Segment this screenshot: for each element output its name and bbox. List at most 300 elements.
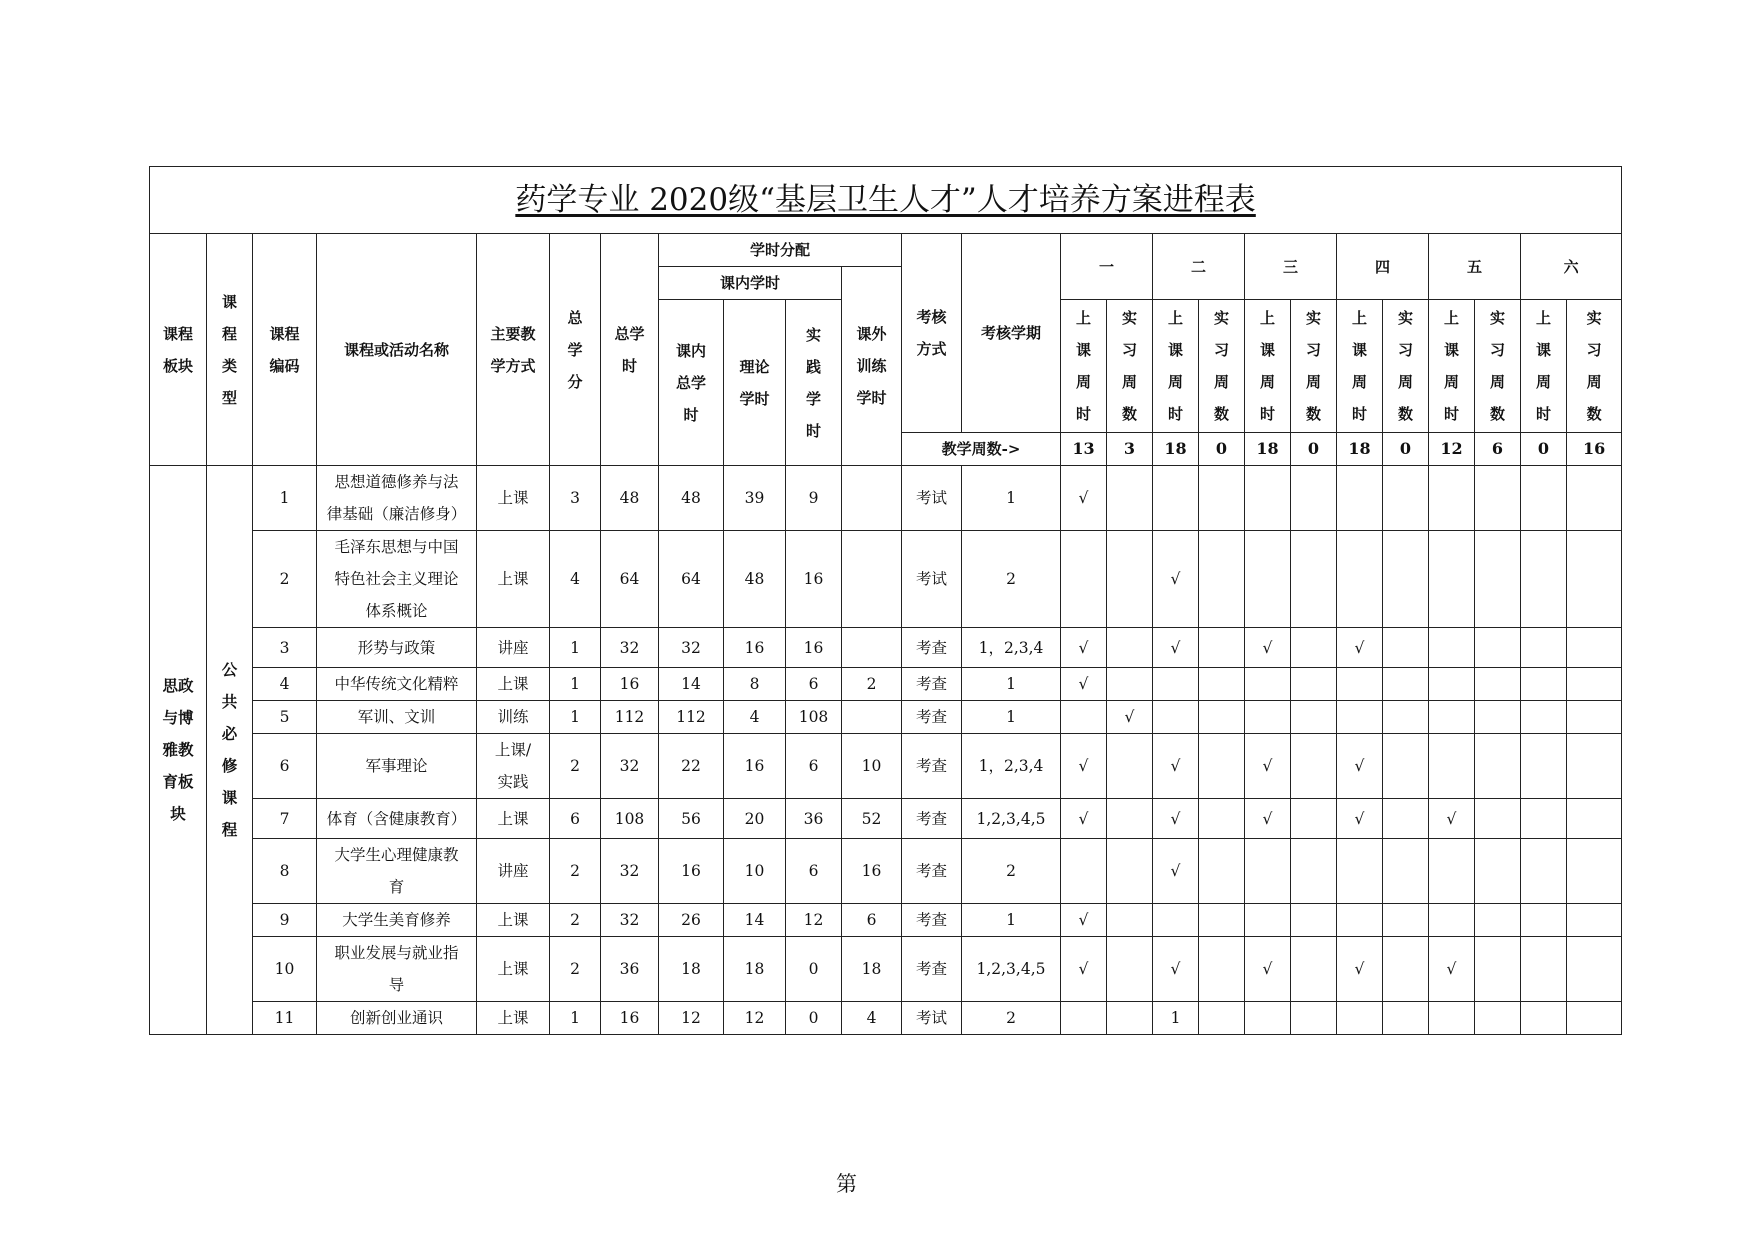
semester-mark-cell <box>1383 1002 1429 1035</box>
course-code-cell: 2 <box>253 531 317 628</box>
header-hour-allocation: 学时分配 <box>659 234 902 267</box>
semester-mark-cell <box>1337 904 1383 937</box>
extra-hours-cell: 6 <box>842 904 902 937</box>
exam-term-cell: 2 <box>962 839 1061 904</box>
semester-mark-cell <box>1475 937 1521 1002</box>
semester-mark-cell <box>1383 937 1429 1002</box>
table-row <box>150 668 1622 701</box>
header-practice-weeks: 实 习 周 数 <box>1475 300 1521 433</box>
extra-hours-cell: 52 <box>842 799 902 839</box>
semester-mark-cell <box>1291 937 1337 1002</box>
semester-mark-cell <box>1337 839 1383 904</box>
teaching-weeks-label: 教学周数-> <box>902 433 1061 466</box>
exam-term-cell: 2 <box>962 531 1061 628</box>
header-semester-3: 三 <box>1245 234 1337 300</box>
semester-mark-cell: √ <box>1061 937 1107 1002</box>
credits-cell: 1 <box>550 1002 601 1035</box>
semester-mark-cell <box>1567 466 1622 531</box>
header-semester-4: 四 <box>1337 234 1429 300</box>
semester-mark-cell <box>1291 628 1337 668</box>
table-row <box>150 701 1622 734</box>
exam-method-cell: 考试 <box>902 531 962 628</box>
semester-mark-cell <box>1429 668 1475 701</box>
semester-mark-cell <box>1429 628 1475 668</box>
semester-mark-cell <box>1107 937 1153 1002</box>
teaching-method-cell: 讲座 <box>477 628 550 668</box>
semester-mark-cell <box>1337 668 1383 701</box>
semester-mark-cell <box>1245 668 1291 701</box>
semester-mark-cell <box>1567 904 1622 937</box>
semester-mark-cell <box>1475 904 1521 937</box>
semester-mark-cell <box>1475 839 1521 904</box>
course-code-cell: 4 <box>253 668 317 701</box>
semester-mark-cell <box>1245 466 1291 531</box>
course-name-cell: 大学生心理健康教 育 <box>317 839 477 904</box>
semester-mark-cell: √ <box>1107 701 1153 734</box>
theory-hours-cell: 48 <box>724 531 786 628</box>
semester-mark-cell <box>1199 839 1245 904</box>
course-name-cell: 形势与政策 <box>317 628 477 668</box>
teaching-method-cell: 上课/ 实践 <box>477 734 550 799</box>
semester-mark-cell <box>1475 466 1521 531</box>
table-row <box>150 628 1622 668</box>
semester-mark-cell: √ <box>1153 937 1199 1002</box>
semester-mark-cell: √ <box>1337 734 1383 799</box>
semester-mark-cell <box>1429 734 1475 799</box>
in-class-total-cell: 56 <box>659 799 724 839</box>
in-class-total-cell: 32 <box>659 628 724 668</box>
header-in-class-hours: 课内学时 <box>659 267 842 300</box>
semester-mark-cell: √ <box>1061 734 1107 799</box>
semester-mark-cell <box>1337 466 1383 531</box>
semester-mark-cell <box>1567 799 1622 839</box>
semester-mark-cell <box>1199 799 1245 839</box>
total-hours-cell: 16 <box>601 1002 659 1035</box>
semester-mark-cell <box>1337 1002 1383 1035</box>
course-block-cell: 思政 与博 雅教 育板 块 <box>150 466 207 1035</box>
semester-mark-cell <box>1567 628 1622 668</box>
total-hours-cell: 64 <box>601 531 659 628</box>
page-footer: 第 <box>836 1172 857 1196</box>
semester-mark-cell <box>1383 839 1429 904</box>
semester-mark-cell <box>1475 668 1521 701</box>
header-lecture-weekly-hours: 上 课 周 时 <box>1337 300 1383 433</box>
header-in-class-total: 课内 总学 时 <box>659 300 724 466</box>
semester-mark-cell <box>1521 466 1567 531</box>
extra-hours-cell: 4 <box>842 1002 902 1035</box>
semester-mark-cell <box>1291 734 1337 799</box>
table-row <box>150 799 1622 839</box>
teaching-method-cell: 训练 <box>477 701 550 734</box>
semester-mark-cell <box>1567 531 1622 628</box>
in-class-total-cell: 14 <box>659 668 724 701</box>
header-course-type: 课 程 类 型 <box>207 234 253 466</box>
semester-mark-cell <box>1107 668 1153 701</box>
course-code-cell: 6 <box>253 734 317 799</box>
semester-mark-cell <box>1429 1002 1475 1035</box>
semester-mark-cell <box>1383 799 1429 839</box>
course-name-cell: 中华传统文化精粹 <box>317 668 477 701</box>
in-class-total-cell: 22 <box>659 734 724 799</box>
extra-hours-cell: 10 <box>842 734 902 799</box>
in-class-total-cell: 16 <box>659 839 724 904</box>
header-semester-5: 五 <box>1429 234 1521 300</box>
header-exam-term: 考核学期 <box>962 234 1061 433</box>
semester-mark-cell <box>1153 668 1199 701</box>
semester-mark-cell: √ <box>1061 628 1107 668</box>
extra-hours-cell: 18 <box>842 937 902 1002</box>
semester-mark-cell: √ <box>1061 904 1107 937</box>
semester-mark-cell: √ <box>1153 628 1199 668</box>
semester-mark-cell <box>1429 531 1475 628</box>
semester-mark-cell <box>1521 701 1567 734</box>
semester-mark-cell <box>1107 904 1153 937</box>
semester-mark-cell <box>1383 628 1429 668</box>
credits-cell: 2 <box>550 734 601 799</box>
teaching-weeks-value: 16 <box>1567 433 1622 466</box>
semester-mark-cell <box>1475 701 1521 734</box>
total-hours-cell: 16 <box>601 668 659 701</box>
semester-mark-cell <box>1199 531 1245 628</box>
course-code-cell: 8 <box>253 839 317 904</box>
semester-mark-cell: √ <box>1429 937 1475 1002</box>
course-code-cell: 5 <box>253 701 317 734</box>
teaching-weeks-value: 6 <box>1475 433 1521 466</box>
header-lecture-weekly-hours: 上 课 周 时 <box>1429 300 1475 433</box>
semester-mark-cell <box>1429 701 1475 734</box>
exam-term-cell: 1 <box>962 701 1061 734</box>
exam-term-cell: 1 <box>962 466 1061 531</box>
header-practice-weeks: 实 习 周 数 <box>1107 300 1153 433</box>
practice-hours-cell: 6 <box>786 734 842 799</box>
header-theory-hours: 理论 学时 <box>724 300 786 466</box>
semester-mark-cell <box>1291 701 1337 734</box>
table-row <box>150 1002 1622 1035</box>
semester-mark-cell: √ <box>1153 531 1199 628</box>
theory-hours-cell: 18 <box>724 937 786 1002</box>
semester-mark-cell <box>1475 799 1521 839</box>
semester-mark-cell <box>1107 1002 1153 1035</box>
semester-mark-cell <box>1107 839 1153 904</box>
exam-term-cell: 1,2,3,4,5 <box>962 937 1061 1002</box>
semester-mark-cell <box>1521 937 1567 1002</box>
practice-hours-cell: 9 <box>786 466 842 531</box>
table-row <box>150 531 1622 628</box>
extra-hours-cell: 16 <box>842 839 902 904</box>
course-code-cell: 9 <box>253 904 317 937</box>
semester-mark-cell <box>1521 734 1567 799</box>
semester-mark-cell <box>1383 701 1429 734</box>
total-hours-cell: 108 <box>601 799 659 839</box>
theory-hours-cell: 16 <box>724 734 786 799</box>
course-code-cell: 11 <box>253 1002 317 1035</box>
header-course-block: 课程 板块 <box>150 234 207 466</box>
course-code-cell: 1 <box>253 466 317 531</box>
header-extra-training-hours: 课外 训练 学时 <box>842 267 902 466</box>
semester-mark-cell <box>1199 668 1245 701</box>
semester-mark-cell <box>1153 904 1199 937</box>
semester-mark-cell: √ <box>1245 734 1291 799</box>
exam-term-cell: 1，2,3,4 <box>962 734 1061 799</box>
exam-method-cell: 考查 <box>902 904 962 937</box>
theory-hours-cell: 4 <box>724 701 786 734</box>
semester-mark-cell <box>1383 904 1429 937</box>
course-name-cell: 体育（含健康教育） <box>317 799 477 839</box>
total-hours-cell: 32 <box>601 839 659 904</box>
header-practice-weeks: 实 习 周 数 <box>1567 300 1622 433</box>
semester-mark-cell <box>1291 839 1337 904</box>
semester-mark-cell <box>1245 839 1291 904</box>
semester-mark-cell <box>1521 799 1567 839</box>
curriculum-table <box>149 166 1622 1035</box>
practice-hours-cell: 16 <box>786 628 842 668</box>
header-course-name: 课程或活动名称 <box>317 234 477 466</box>
semester-mark-cell <box>1245 701 1291 734</box>
semester-mark-cell <box>1153 701 1199 734</box>
in-class-total-cell: 18 <box>659 937 724 1002</box>
semester-mark-cell <box>1153 466 1199 531</box>
header-lecture-weekly-hours: 上 课 周 时 <box>1521 300 1567 433</box>
semester-mark-cell <box>1567 839 1622 904</box>
header-semester-6: 六 <box>1521 234 1622 300</box>
semester-mark-cell <box>1567 937 1622 1002</box>
header-semester-1: 一 <box>1061 234 1153 300</box>
semester-mark-cell <box>1199 701 1245 734</box>
extra-hours-cell <box>842 466 902 531</box>
semester-mark-cell <box>1291 466 1337 531</box>
semester-mark-cell <box>1429 839 1475 904</box>
teaching-method-cell: 上课 <box>477 799 550 839</box>
semester-mark-cell <box>1107 628 1153 668</box>
semester-mark-cell <box>1291 904 1337 937</box>
semester-mark-cell: √ <box>1153 799 1199 839</box>
semester-mark-cell <box>1199 628 1245 668</box>
header-practice-weeks: 实 习 周 数 <box>1383 300 1429 433</box>
total-hours-cell: 32 <box>601 904 659 937</box>
course-name-cell: 毛泽东思想与中国 特色社会主义理论 体系概论 <box>317 531 477 628</box>
in-class-total-cell: 64 <box>659 531 724 628</box>
teaching-method-cell: 讲座 <box>477 839 550 904</box>
teaching-weeks-value: 0 <box>1291 433 1337 466</box>
credits-cell: 1 <box>550 628 601 668</box>
semester-mark-cell <box>1567 701 1622 734</box>
table-row <box>150 466 1622 531</box>
header-total-hours: 总学 时 <box>601 234 659 466</box>
practice-hours-cell: 16 <box>786 531 842 628</box>
table-title: 药学专业 2020级“基层卫生人才”人才培养方案进程表 <box>150 167 1622 234</box>
semester-mark-cell <box>1521 839 1567 904</box>
total-hours-cell: 112 <box>601 701 659 734</box>
teaching-weeks-value: 13 <box>1061 433 1107 466</box>
theory-hours-cell: 8 <box>724 668 786 701</box>
header-exam-method: 考核 方式 <box>902 234 962 433</box>
semester-mark-cell: √ <box>1337 628 1383 668</box>
semester-mark-cell <box>1337 701 1383 734</box>
semester-mark-cell <box>1291 1002 1337 1035</box>
course-code-cell: 3 <box>253 628 317 668</box>
exam-method-cell: 考试 <box>902 1002 962 1035</box>
course-code-cell: 10 <box>253 937 317 1002</box>
course-code-cell: 7 <box>253 799 317 839</box>
semester-mark-cell <box>1245 1002 1291 1035</box>
semester-mark-cell: √ <box>1061 466 1107 531</box>
semester-mark-cell: 1 <box>1153 1002 1199 1035</box>
course-name-cell: 军训、文训 <box>317 701 477 734</box>
credits-cell: 4 <box>550 531 601 628</box>
theory-hours-cell: 39 <box>724 466 786 531</box>
teaching-weeks-value: 12 <box>1429 433 1475 466</box>
extra-hours-cell <box>842 531 902 628</box>
practice-hours-cell: 6 <box>786 668 842 701</box>
semester-mark-cell: √ <box>1337 799 1383 839</box>
semester-mark-cell <box>1061 531 1107 628</box>
semester-mark-cell <box>1199 734 1245 799</box>
semester-mark-cell <box>1107 734 1153 799</box>
practice-hours-cell: 0 <box>786 1002 842 1035</box>
semester-mark-cell <box>1521 904 1567 937</box>
semester-mark-cell: √ <box>1153 734 1199 799</box>
semester-mark-cell <box>1383 531 1429 628</box>
semester-mark-cell: √ <box>1061 668 1107 701</box>
header-practice-weeks: 实 习 周 数 <box>1199 300 1245 433</box>
table-row <box>150 734 1622 799</box>
credits-cell: 3 <box>550 466 601 531</box>
course-name-cell: 思想道德修养与法 律基础（廉洁修身） <box>317 466 477 531</box>
semester-mark-cell <box>1475 628 1521 668</box>
header-practice-hours: 实 践 学 时 <box>786 300 842 466</box>
semester-mark-cell: √ <box>1245 628 1291 668</box>
semester-mark-cell <box>1061 839 1107 904</box>
semester-mark-cell <box>1429 466 1475 531</box>
semester-mark-cell: √ <box>1245 937 1291 1002</box>
semester-mark-cell <box>1383 466 1429 531</box>
semester-mark-cell <box>1107 531 1153 628</box>
semester-mark-cell <box>1291 799 1337 839</box>
credits-cell: 2 <box>550 904 601 937</box>
exam-term-cell: 1，2,3,4 <box>962 628 1061 668</box>
semester-mark-cell <box>1521 1002 1567 1035</box>
semester-mark-cell <box>1245 904 1291 937</box>
credits-cell: 2 <box>550 937 601 1002</box>
header-practice-weeks: 实 习 周 数 <box>1291 300 1337 433</box>
semester-mark-cell <box>1061 1002 1107 1035</box>
header-lecture-weekly-hours: 上 课 周 时 <box>1061 300 1107 433</box>
teaching-method-cell: 上课 <box>477 668 550 701</box>
course-name-cell: 创新创业通识 <box>317 1002 477 1035</box>
semester-mark-cell <box>1199 937 1245 1002</box>
exam-method-cell: 考查 <box>902 668 962 701</box>
teaching-method-cell: 上课 <box>477 937 550 1002</box>
practice-hours-cell: 12 <box>786 904 842 937</box>
semester-mark-cell: √ <box>1429 799 1475 839</box>
exam-method-cell: 考查 <box>902 937 962 1002</box>
theory-hours-cell: 16 <box>724 628 786 668</box>
extra-hours-cell <box>842 701 902 734</box>
theory-hours-cell: 14 <box>724 904 786 937</box>
semester-mark-cell <box>1475 734 1521 799</box>
semester-mark-cell <box>1475 531 1521 628</box>
exam-method-cell: 考查 <box>902 701 962 734</box>
credits-cell: 1 <box>550 701 601 734</box>
exam-method-cell: 考查 <box>902 839 962 904</box>
exam-method-cell: 考查 <box>902 734 962 799</box>
total-hours-cell: 48 <box>601 466 659 531</box>
exam-term-cell: 1,2,3,4,5 <box>962 799 1061 839</box>
credits-cell: 6 <box>550 799 601 839</box>
exam-term-cell: 2 <box>962 1002 1061 1035</box>
semester-mark-cell <box>1107 466 1153 531</box>
theory-hours-cell: 12 <box>724 1002 786 1035</box>
practice-hours-cell: 36 <box>786 799 842 839</box>
semester-mark-cell <box>1429 904 1475 937</box>
table-row <box>150 904 1622 937</box>
semester-mark-cell <box>1245 531 1291 628</box>
in-class-total-cell: 48 <box>659 466 724 531</box>
teaching-weeks-value: 18 <box>1245 433 1291 466</box>
table-row <box>150 937 1622 1002</box>
semester-mark-cell <box>1567 1002 1622 1035</box>
in-class-total-cell: 26 <box>659 904 724 937</box>
table-row <box>150 839 1622 904</box>
semester-mark-cell <box>1521 531 1567 628</box>
semester-mark-cell <box>1199 1002 1245 1035</box>
practice-hours-cell: 0 <box>786 937 842 1002</box>
semester-mark-cell <box>1107 799 1153 839</box>
practice-hours-cell: 6 <box>786 839 842 904</box>
semester-mark-cell <box>1061 701 1107 734</box>
semester-mark-cell: √ <box>1337 937 1383 1002</box>
teaching-weeks-value: 18 <box>1153 433 1199 466</box>
semester-mark-cell <box>1291 531 1337 628</box>
semester-mark-cell <box>1199 466 1245 531</box>
exam-method-cell: 考查 <box>902 628 962 668</box>
semester-mark-cell: √ <box>1245 799 1291 839</box>
semester-mark-cell <box>1383 668 1429 701</box>
semester-mark-cell <box>1567 668 1622 701</box>
teaching-method-cell: 上课 <box>477 904 550 937</box>
header-total-credits: 总 学 分 <box>550 234 601 466</box>
extra-hours-cell <box>842 628 902 668</box>
teaching-weeks-value: 0 <box>1521 433 1567 466</box>
semester-mark-cell <box>1521 628 1567 668</box>
header-lecture-weekly-hours: 上 课 周 时 <box>1245 300 1291 433</box>
credits-cell: 1 <box>550 668 601 701</box>
header-lecture-weekly-hours: 上 课 周 时 <box>1153 300 1199 433</box>
exam-term-cell: 1 <box>962 904 1061 937</box>
total-hours-cell: 32 <box>601 734 659 799</box>
theory-hours-cell: 10 <box>724 839 786 904</box>
course-name-cell: 军事理论 <box>317 734 477 799</box>
curriculum-sheet <box>149 166 1619 1035</box>
course-name-cell: 大学生美育修养 <box>317 904 477 937</box>
teaching-weeks-value: 3 <box>1107 433 1153 466</box>
total-hours-cell: 36 <box>601 937 659 1002</box>
header-teaching-method: 主要教 学方式 <box>477 234 550 466</box>
semester-mark-cell <box>1199 904 1245 937</box>
semester-mark-cell <box>1567 734 1622 799</box>
practice-hours-cell: 108 <box>786 701 842 734</box>
teaching-method-cell: 上课 <box>477 466 550 531</box>
total-hours-cell: 32 <box>601 628 659 668</box>
semester-mark-cell: √ <box>1061 799 1107 839</box>
exam-method-cell: 考查 <box>902 799 962 839</box>
credits-cell: 2 <box>550 839 601 904</box>
semester-mark-cell: √ <box>1153 839 1199 904</box>
semester-mark-cell <box>1475 1002 1521 1035</box>
exam-term-cell: 1 <box>962 668 1061 701</box>
semester-mark-cell <box>1337 531 1383 628</box>
theory-hours-cell: 20 <box>724 799 786 839</box>
